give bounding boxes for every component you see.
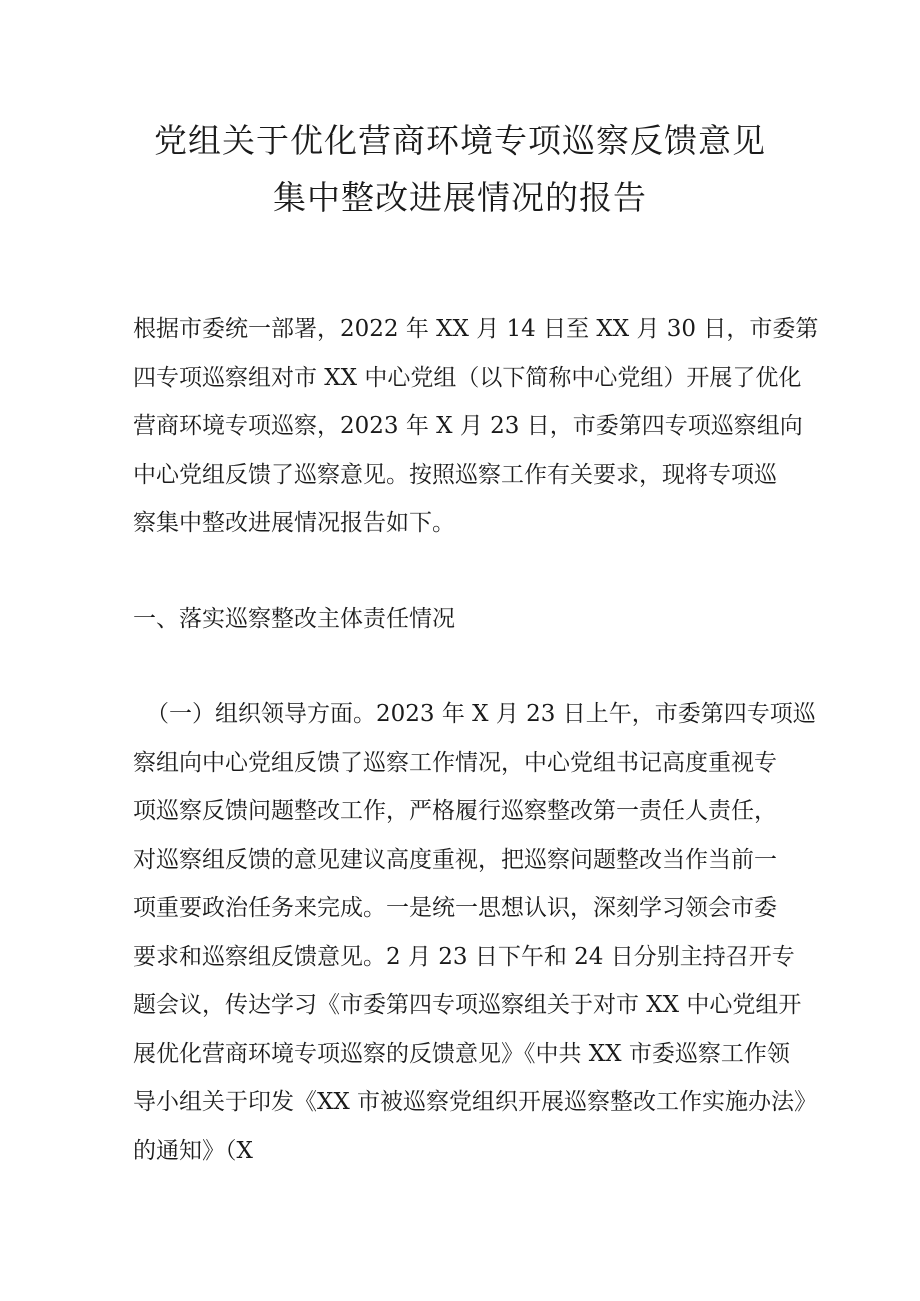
section-line: 展优化营商环境专项巡察的反馈意见》《中共 XX 市委巡察工作领 bbox=[133, 1040, 790, 1067]
document-title-line-1: 党组关于优化营商环境专项巡察反馈意见 bbox=[154, 121, 766, 160]
section-line: 要求和巡察组反馈意见。2 月 23 日下午和 24 日分别主持召开专 bbox=[133, 943, 795, 970]
section-line: 项巡察反馈问题整改工作，严格履行巡察整改第一责任人责任， bbox=[133, 798, 777, 824]
intro-line: 根据市委统一部署，2022 年 XX 月 14 日至 XX 月 30 日，市委第 bbox=[133, 316, 819, 342]
section-line: 导小组关于印发《XX 市被巡察党组织开展巡察整改工作实施办法》 bbox=[133, 1089, 818, 1115]
section-line: 的通知》（X bbox=[133, 1137, 253, 1164]
section-line: （一）组织领导方面。2023 年 X 月 23 日上午，市委第四专项巡 bbox=[146, 701, 816, 727]
section-heading bbox=[133, 595, 798, 644]
intro-line: 中心党组反馈了巡察意见。按照巡察工作有关要求，现将专项巡 bbox=[133, 461, 777, 488]
section-heading-text: 一、落实巡察整改主体责任情况 bbox=[133, 606, 455, 632]
intro-line: 营商环境专项巡察，2023 年 X 月 23 日，市委第四专项巡察组向 bbox=[133, 413, 803, 439]
document-title-line-2: 集中整改进展情况的报告 bbox=[273, 178, 647, 217]
section-line: 对巡察组反馈的意见建议高度重视，把巡察问题整改当作当前一 bbox=[133, 846, 777, 873]
section-line: 题会议，传达学习《市委第四专项巡察组关于对市 XX 中心党组开 bbox=[133, 992, 802, 1018]
intro-paragraph bbox=[133, 305, 819, 548]
intro-line: 察集中整改进展情况报告如下。 bbox=[133, 510, 455, 536]
intro-line: 四专项巡察组对市 XX 中心党组（以下简称中心党组）开展了优化 bbox=[133, 364, 802, 391]
section-paragraph bbox=[133, 690, 818, 1175]
section-line: 项重要政治任务来完成。一是统一思想认识，深刻学习领会市委 bbox=[133, 895, 777, 921]
section-line: 察组向中心党组反馈了巡察工作情况，中心党组书记高度重视专 bbox=[133, 749, 777, 776]
